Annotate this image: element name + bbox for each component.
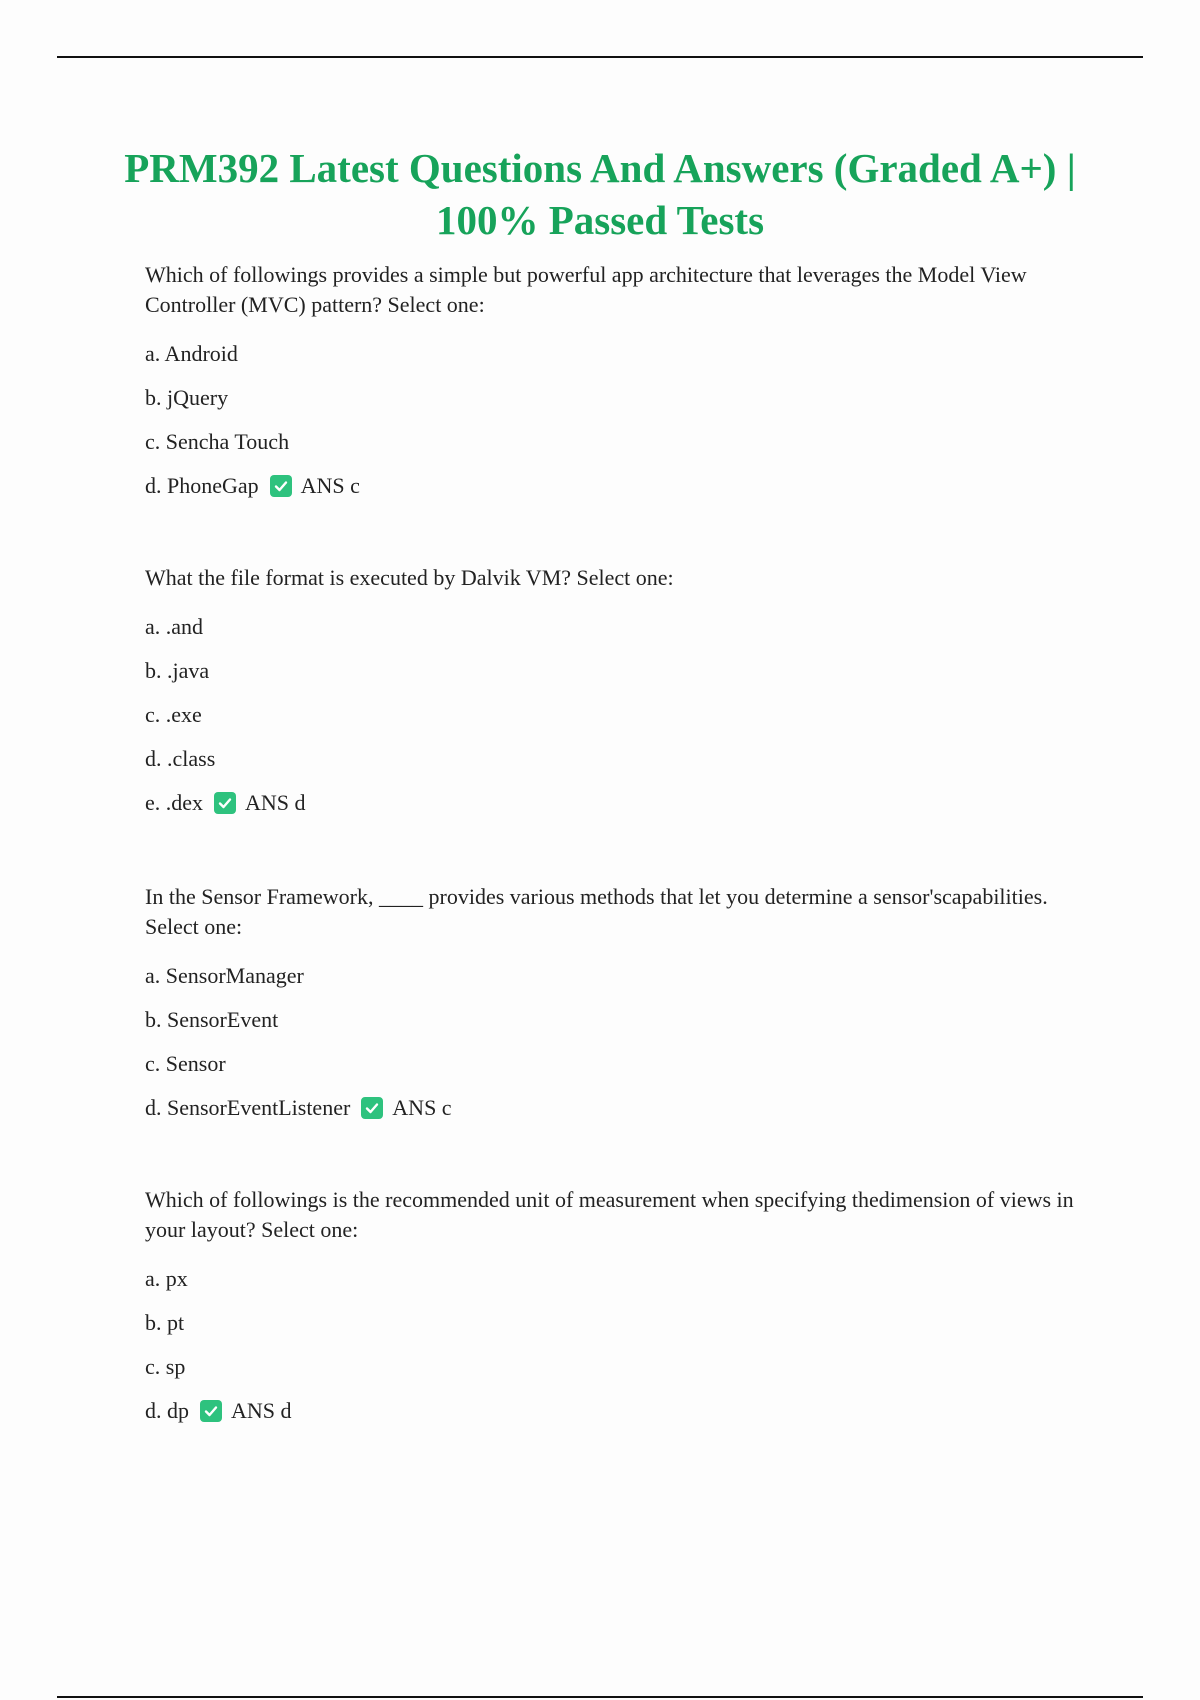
question-block (145, 260, 1085, 508)
option (145, 649, 1085, 693)
bottom-rule (57, 1696, 1143, 1698)
option (145, 464, 1085, 508)
option-text: c. Sencha Touch (145, 429, 290, 454)
option (145, 1389, 1085, 1433)
option-text: a. px (145, 1266, 188, 1291)
answer-text: ANS d (245, 790, 306, 815)
option-text: c. .exe (145, 702, 202, 727)
option (145, 737, 1085, 781)
option (145, 693, 1085, 737)
option-text: b. SensorEvent (145, 1007, 279, 1032)
option (145, 605, 1085, 649)
option (145, 1042, 1085, 1086)
option-text: a. .and (145, 614, 204, 639)
option (145, 1345, 1085, 1389)
document-title: PRM392 Latest Questions And Answers (Graded A+) | 100% Passed Tests (124, 145, 1076, 243)
check-mark-icon (200, 1400, 222, 1422)
option (145, 420, 1085, 464)
option-text: d. .class (145, 746, 216, 771)
question-text: In the Sensor Framework, ____ provides various methods that let you determine a sensor'scapabilities. Select one: (145, 884, 1048, 939)
option-text: d. PhoneGap (145, 473, 259, 498)
option-text: b. pt (145, 1310, 185, 1335)
question-block (145, 1185, 1085, 1433)
option-text: d. SensorEventListener (145, 1095, 351, 1120)
question-block (145, 882, 1085, 1130)
option-text: c. sp (145, 1354, 186, 1379)
question-text: What the file format is executed by Dalvik VM? Select one: (145, 565, 674, 590)
option-text: b. jQuery (145, 385, 229, 410)
top-rule (57, 56, 1143, 58)
option (145, 1257, 1085, 1301)
option (145, 998, 1085, 1042)
question-text: Which of followings provides a simple but powerful app architecture that leverages the Model View Controller (MVC) pattern? Select one: (145, 262, 1027, 317)
check-mark-icon (270, 475, 292, 497)
answer-text: ANS c (300, 473, 360, 498)
option (145, 954, 1085, 998)
check-mark-icon (214, 792, 236, 814)
option (145, 1086, 1085, 1130)
option-text: a. SensorManager (145, 963, 304, 988)
option (145, 781, 1085, 825)
check-mark-icon (361, 1097, 383, 1119)
answer-text: ANS c (392, 1095, 452, 1120)
option-text: b. .java (145, 658, 210, 683)
option-text: d. dp (145, 1398, 189, 1423)
option-text: a. Android (145, 341, 238, 366)
option (145, 332, 1085, 376)
option-text: e. .dex (145, 790, 204, 815)
option (145, 1301, 1085, 1345)
question-text: Which of followings is the recommended unit of measurement when specifying thedimension of views in your layout? Select one: (145, 1187, 1074, 1242)
question-block (145, 563, 1085, 825)
option (145, 376, 1085, 420)
option-text: c. Sensor (145, 1051, 226, 1076)
answer-text: ANS d (231, 1398, 292, 1423)
